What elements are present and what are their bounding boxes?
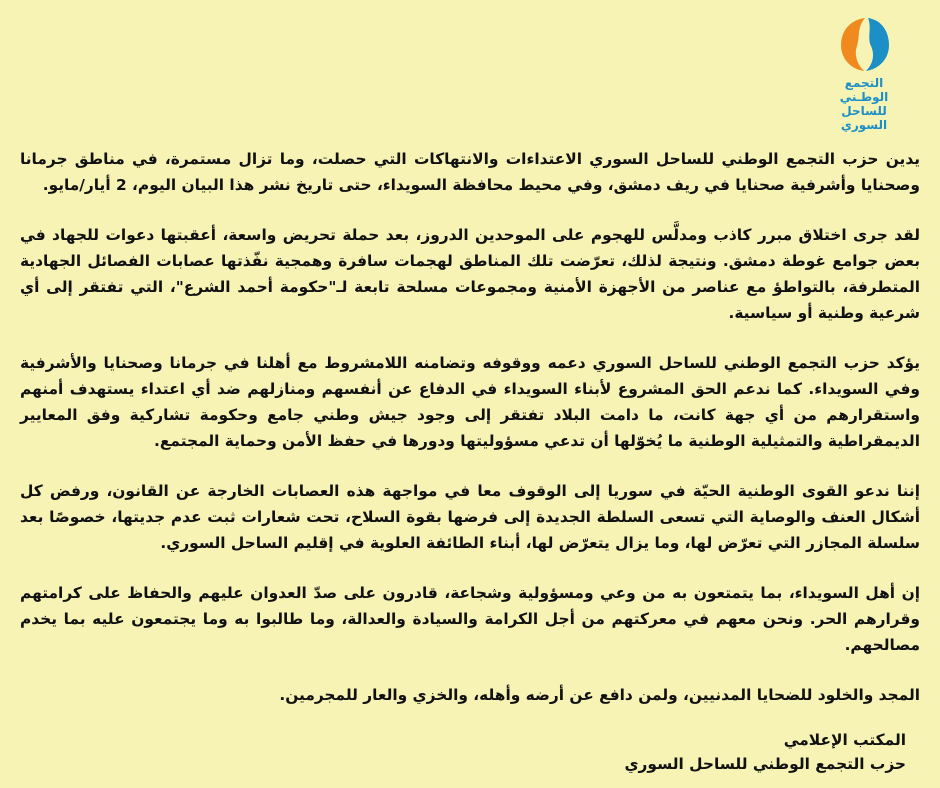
- logo-text-line2: للساحل السوري: [840, 104, 888, 132]
- paragraph-condemnation: يدين حزب التجمع الوطني للساحل السوري الاعتداءات والانتهاكات التي حصلت، وما تزال مستمرة، في مناطق جرمانا وصحنايا وأشرفية صحنايا في ريف دمشق، وفي محيط محافظة السويداء، حتى تاريخ نشر هذا البيان اليوم، 2 أيار/مايو.: [20, 150, 920, 194]
- paragraph-call: إننا ندعو القوى الوطنية الحيّة في سوريا إلى الوقوف معا في مواجهة هذه العصابات الخارجة عن القانون، ورفض كل أشكال العنف والوصاية التي تسعى السلطة الجديدة إلى فرضها بقوة السلاح، تحت شعارات ثبت عدم جديتها، خصوصًا بعد سلسلة المجازر التي تعرّض لها، وما يزال يتعرّض لها، أبناء الطائفة العلوية في إقليم الساحل السوري.: [20, 482, 920, 552]
- logo-emblem-icon: [835, 14, 893, 74]
- logo-text-line1: التجمع الوطـني: [839, 76, 889, 104]
- logo-text: [822, 76, 906, 132]
- paragraph-pretext: لقد جرى اختلاق مبرر كاذب ومدلَّس للهجوم على الموحدين الدروز، بعد حملة تحريض واسعة، أعقبتها دعوات للجهاد في بعض جوامع غوطة دمشق. ونتيجة لذلك، تعرّضت تلك المناطق لهجمات سافرة وهمجية نفّذتها عصابات الفصائل الجهادية المتطرفة، بالتواطؤ مع عناصر من الأجهزة الأمنية ومجموعات مسلحة تابعة لـ"حكومة أحمد الشرع"، التي تفتقر إلى أي شرعية وطنية أو سياسية.: [20, 226, 920, 322]
- paragraph-sweida: إن أهل السويداء، بما يتمتعون به من وعي ومسؤولية وشجاعة، قادرون على صدّ العدوان عليهم والحفاظ على كرامتهم وقرارهم الحر. ونحن معهم في معركتهم من أجل الكرامة والسيادة والعدالة، وما طالبوا به وما يجتمعون عليه بما يخدم مصالحهم.: [20, 584, 920, 654]
- paragraph-support: يؤكد حزب التجمع الوطني للساحل السوري دعمه ووقوفه وتضامنه اللامشروط مع أهلنا في جرمانا وصحنايا والأشرفية وفي السويداء. كما ندعم الحق المشروع لأبناء السويداء في الدفاع عن أنفسهم ومنازلهم ضد أي اعتداء يستهدف أمنهم واستقرارهم من أي جهة كانت، ما دامت البلاد تفتقر إلى وجود جيش وطني جامع وحكومة تشاركية وفق المعايير الديمقراطية والتمثيلية الوطنية ما يُخوّلها أن تدعي مسؤوليتها ودورها في حفظ الأمن وحماية المجتمع.: [20, 354, 920, 450]
- signature-office: المكتب الإعلامي: [783, 731, 906, 749]
- statement-body: [20, 146, 920, 732]
- signature-block: [624, 728, 906, 776]
- paragraph-closing: المجد والخلود للضحايا المدنيين، ولمن دافع عن أرضه وأهله، والخزي والعار للمجرمين.: [279, 686, 920, 704]
- party-logo: [822, 14, 906, 132]
- signature-party: حزب التجمع الوطني للساحل السوري: [624, 755, 906, 773]
